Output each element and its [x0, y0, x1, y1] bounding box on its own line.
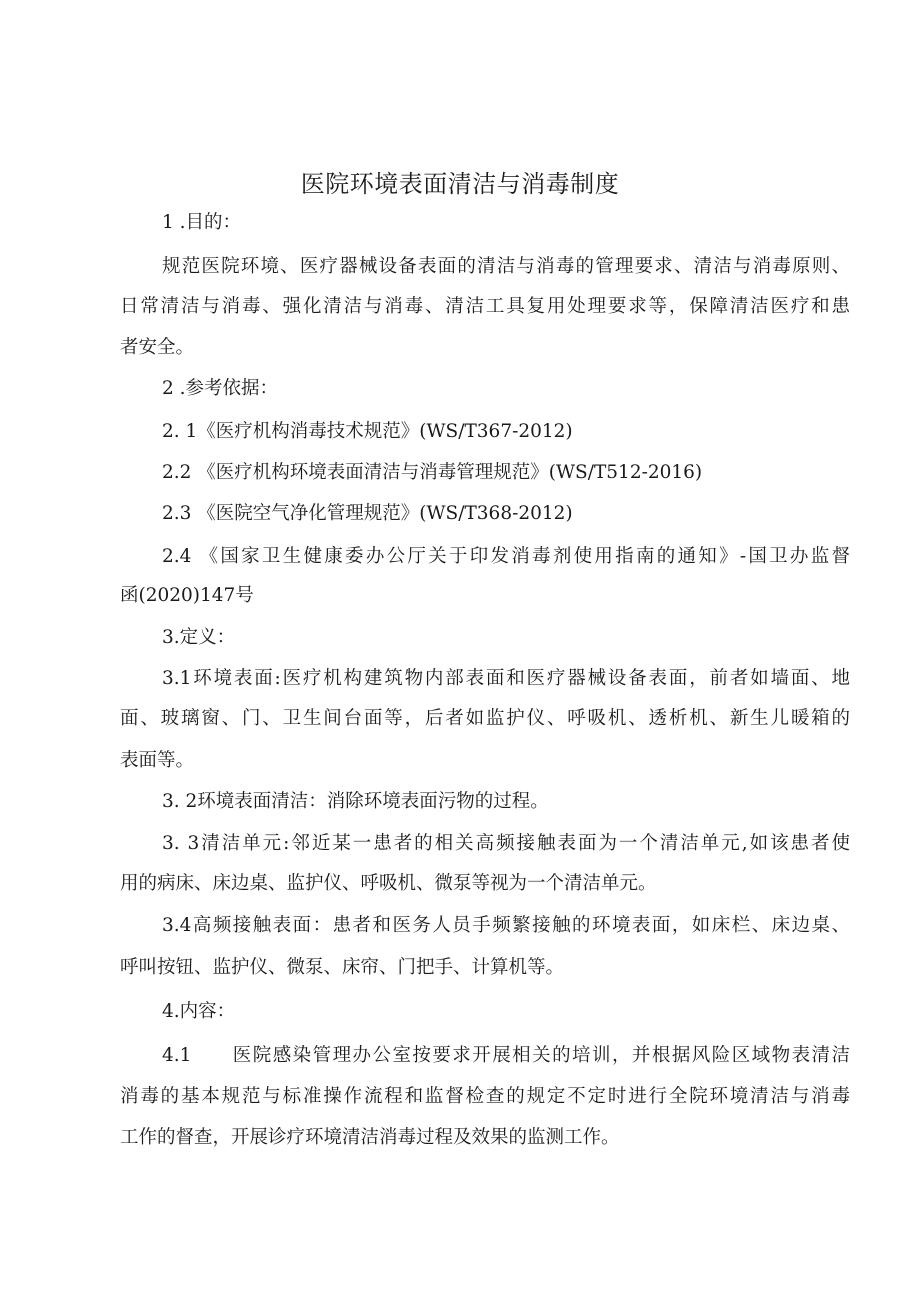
paragraph-line: 者安全。: [120, 337, 195, 358]
reference-item: 2.4 《国家卫生健康委办公厅关于印发消毒剂使用指南的通知》-国卫办监督: [162, 546, 850, 567]
reference-item-continued: 函(2020)147号: [120, 585, 254, 606]
definition-line: 3. 3清洁单元:邻近某一患者的相关高频接触表面为一个清洁单元,如该患者使: [162, 833, 850, 854]
definition-line: 表面等。: [120, 750, 195, 771]
document-title: 医院环境表面清洁与消毒制度: [300, 170, 620, 198]
section-heading-content: 4.内容：: [162, 1001, 236, 1022]
section-heading-references: 2 .参考依据：: [162, 378, 279, 399]
content-line: 消毒的基本规范与标准操作流程和监督检查的规定不定时进行全院环境清洁与消毒: [120, 1086, 850, 1107]
definition-line: 面、玻璃窗、门、卫生间台面等，后者如监护仪、呼吸机、透析机、新生儿暖箱的: [120, 708, 850, 729]
section-heading-purpose: 1 .目的：: [162, 212, 242, 233]
definition-line: 3. 2环境表面清洁：消除环境表面污物的过程。: [162, 791, 549, 812]
definition-line: 3.4高频接触表面：患者和医务人员手频繁接触的环境表面，如床栏、床边桌、: [162, 915, 850, 936]
content-line: 4.1 医院感染管理办公室按要求开展相关的培训，并根据风险区域物表清洁: [162, 1045, 850, 1066]
definition-line: 呼叫按钮、监护仪、微泵、床帘、门把手、计算机等。: [120, 957, 565, 978]
paragraph-line: 日常清洁与消毒、强化清洁与消毒、清洁工具复用处理要求等，保障清洁医疗和患: [120, 296, 850, 317]
content-line: 工作的督查，开展诊疗环境清洁消毒过程及效果的监测工作。: [120, 1127, 620, 1148]
definition-line: 3.1环境表面:医疗机构建筑物内部表面和医疗器械设备表面，前者如墙面、地: [162, 668, 850, 689]
reference-item: 2.3 《医院空气净化管理规范》(WS/T368-2012): [162, 503, 573, 524]
paragraph-line: 规范医院环境、医疗器械设备表面的清洁与消毒的管理要求、清洁与消毒原则、: [162, 256, 850, 277]
section-heading-definitions: 3.定义：: [162, 627, 236, 648]
definition-line: 用的病床、床边桌、监护仪、呼吸机、微泵等视为一个清洁单元。: [120, 873, 657, 894]
reference-item: 2.2 《医疗机构环境表面清洁与消毒管理规范》(WS/T512-2016): [162, 462, 703, 483]
reference-item: 2. 1《医疗机构消毒技术规范》(WS/T367-2012): [162, 421, 573, 442]
